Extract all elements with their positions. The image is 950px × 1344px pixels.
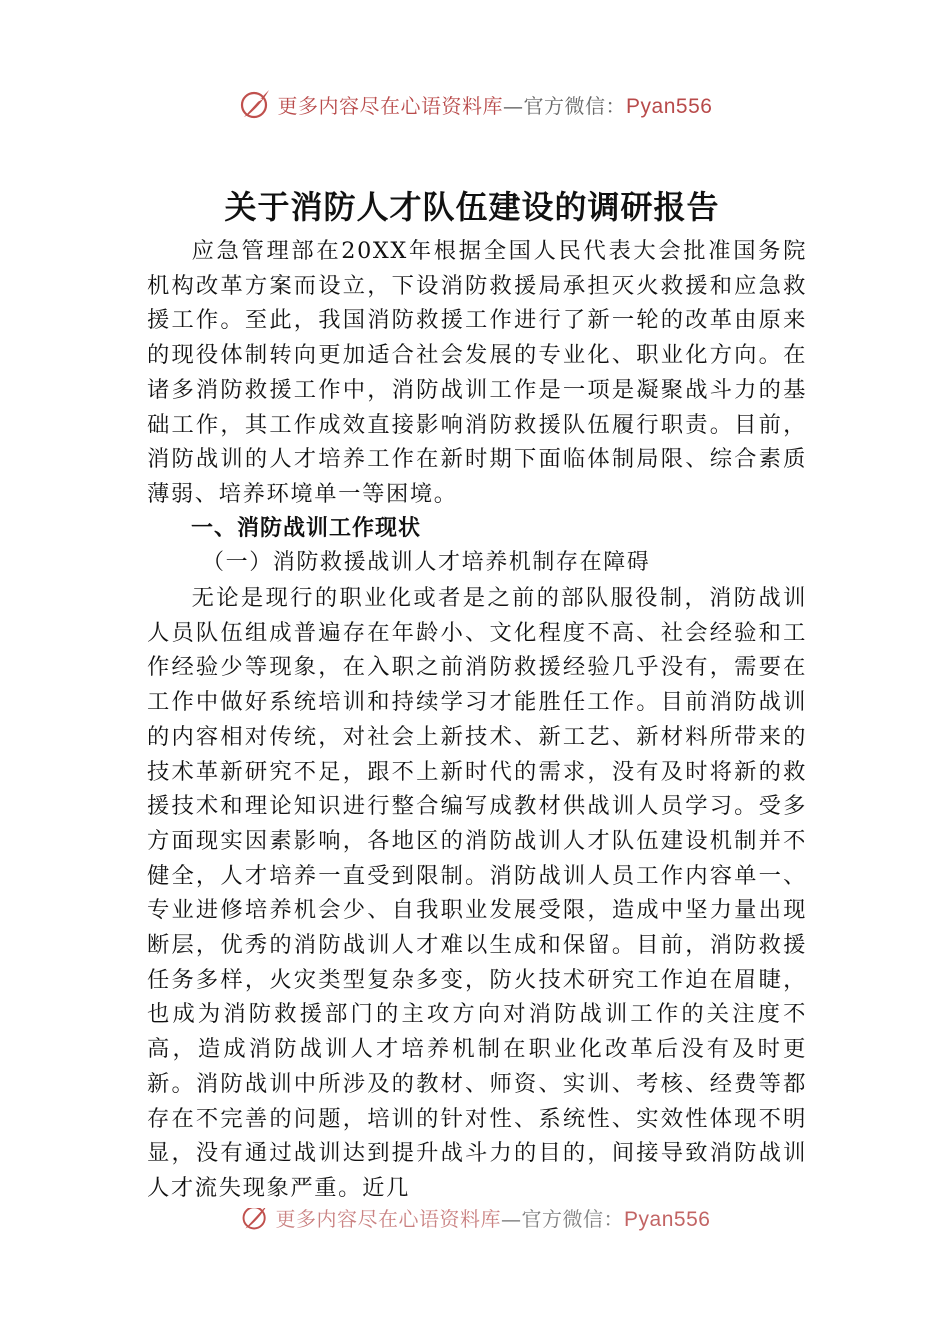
footer-separator: — xyxy=(501,1208,522,1231)
quill-logo-icon xyxy=(238,87,272,121)
header-brand: 更多内容尽在心语资料库 xyxy=(277,93,504,118)
subsection-heading: （一）消防救援战训人才培养机制存在障碍 xyxy=(202,550,651,576)
footer-watermark-text xyxy=(276,1208,711,1232)
body-clip xyxy=(147,581,807,1206)
header-account: Pyan556 xyxy=(626,94,713,118)
intro-paragraph: 应急管理部在20XX年根据全国人民代表大会批准国务院机构改革方案而设立，下设消防救援局承担灭火救援和应急救援工作。至此，我国消防救援工作进行了新一轮的改革由原来的现役体制转向更加适合社会发展的专业化、职业化方向。在诸多消防救援工作中，消防战训工作是一项是凝聚战斗力的基础工作，其工作成效直接影响消防救援队伍履行职责。目前，消防战训的人才培养工作在新时期下面临体制局限、综合素质薄弱、培养环境单一等困境。 xyxy=(147,238,807,507)
header-separator: — xyxy=(503,93,524,118)
footer-account: Pyan556 xyxy=(624,1208,711,1231)
footer-quill-logo-icon xyxy=(240,1208,270,1232)
body-paragraph: 无论是现行的职业化或者是之前的部队服役制，消防战训人员队伍组成普遍存在年龄小、文化程度不高、社会经验和工作经验少等现象，在入职之前消防救援经验几乎没有，需要在工作中做好系统培训和持续学习才能胜任工作。目前消防战训的内容相对传统，对社会上新技术、新工艺、新材料所带来的技术革新研究不足，跟不上新时代的需求，没有及时将新的救援技术和理论知识进行整合编写成教材供战训人员学习。受多方面现实因素影响，各地区的消防战训人才队伍建设机制并不健全，人才培养一直受到限制。消防战训人员工作内容单一、专业进修培养机会少、自我职业发展受限，造成中坚力量出现断层，优秀的消防战训人才难以生成和保留。目前，消防救援任务多样，火灾类型复杂多变，防火技术研究工作迫在眉睫，也成为消防救援部门的主攻方向对消防战训工作的关注度不高，造成消防战训人才培养机制在职业化改革后没有及时更新。消防战训中所涉及的教材、师资、实训、考核、经费等都存在不完善的问题，培训的针对性、系统性、实效性体现不明显，没有通过战训达到提升战斗力的目的，间接导致消防战训人才流失现象严重。近几 xyxy=(147,585,807,1201)
footer-official-label: 官方微信： xyxy=(521,1208,625,1231)
section-heading: 一、消防战训工作现状 xyxy=(191,515,422,541)
document-title: 关于消防人才队伍建设的调研报告 xyxy=(224,188,720,226)
footer-banner xyxy=(0,1208,950,1242)
header-official-label: 官方微信： xyxy=(523,93,627,118)
footer-brand: 更多内容尽在心语资料库 xyxy=(275,1208,502,1231)
document xyxy=(147,182,807,1206)
header-watermark-text xyxy=(278,90,713,119)
header-banner xyxy=(0,84,950,124)
